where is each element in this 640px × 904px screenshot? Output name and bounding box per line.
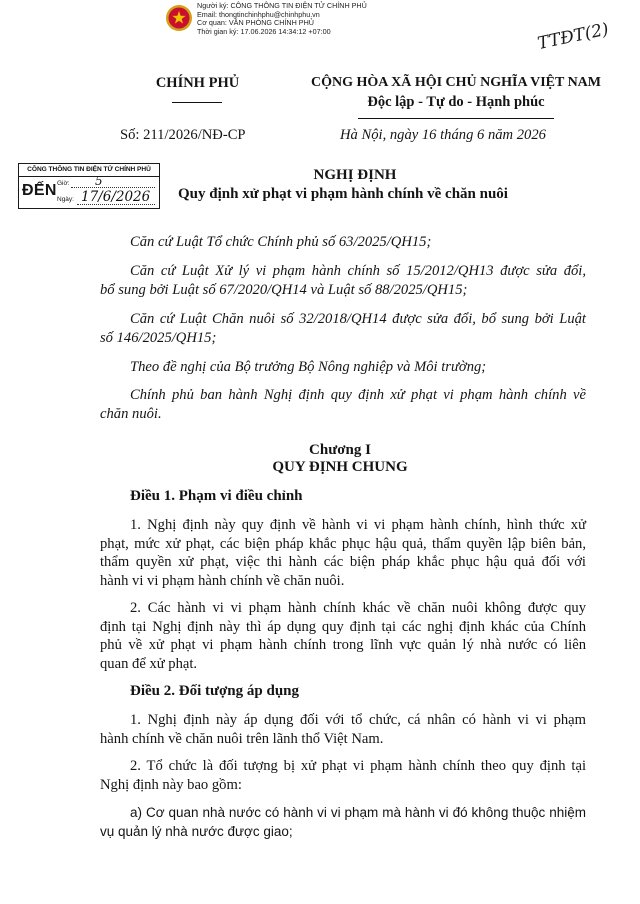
- paragraph-line: Căn cứ Luật Xử lý vi phạm hành chính số 15/2012/QH13 được sửa đổi,: [130, 263, 586, 279]
- national-motto: Độc lập - Tự do - Hạnh phúc: [367, 94, 545, 110]
- chapter-number: Chương I: [309, 442, 371, 458]
- paragraph-line: Căn cứ Luật Tổ chức Chính phủ số 63/2025/QH15;: [130, 234, 432, 250]
- paragraph-line: 2. Các hành vi vi phạm hành chính khác về chăn nuôi không được quy: [130, 600, 586, 616]
- preamble-paragraph: [100, 386, 586, 423]
- article-clause: [100, 599, 586, 674]
- article-heading: Điều 2. Đối tượng áp dụng: [130, 683, 300, 699]
- paragraph-line: Theo đề nghị của Bộ trưởng Bộ Nông nghiệp và Môi trường;: [130, 359, 487, 375]
- paragraph-line: 1. Nghị định này quy định về hành vi vi phạm hành chính, hình thức xử: [130, 517, 586, 533]
- country-name: CỘNG HÒA XÃ HỘI CHỦ NGHĨA VIỆT NAM: [310, 75, 601, 90]
- stamp-date-label: Ngày:: [57, 196, 74, 203]
- paragraph-line: số 146/2025/QH15;: [100, 329, 217, 346]
- handwritten-note: TTĐT(2): [535, 19, 611, 54]
- preamble-paragraph: [100, 262, 586, 299]
- stamp-date-handwritten: 17/6/2026: [81, 189, 151, 205]
- stamp-received-label: ĐẾN: [22, 182, 57, 199]
- document-subject: Quy định xử phạt vi phạm hành chính về chăn nuôi: [178, 186, 508, 202]
- article-clause: [100, 711, 586, 748]
- paragraph-line: Nghị định này bao gồm:: [100, 776, 242, 793]
- preamble-paragraph: [100, 358, 586, 377]
- paragraph-line: chăn nuôi.: [100, 405, 162, 422]
- received-stamp: [18, 163, 160, 209]
- chapter-name: QUY ĐỊNH CHUNG: [272, 459, 408, 475]
- digital-signature-info: [197, 2, 367, 36]
- paragraph-line: 2. Tổ chức là đối tượng bị xử phạt vi phạm hành chính theo quy định tại: [130, 758, 586, 774]
- paragraph-line: định tại Nghị định này thì áp dụng quy định tại các nghị định khác của Chính: [100, 618, 586, 635]
- stamp-hour-label: Giờ:: [57, 180, 70, 187]
- paragraph-line: phủ về xử phạt vi phạm hành chính trong lĩnh vực quản lý nhà nước có liên: [100, 637, 586, 654]
- issuer-underline: [172, 102, 222, 103]
- signature-signer: Người ký: CÔNG THÔNG TIN ĐIỆN TỬ CHÍNH PHỦ: [197, 1, 367, 10]
- paragraph-line: vụ quản lý nhà nước được giao;: [100, 823, 293, 839]
- paragraph-line: hành chính về chăn nuôi trên lãnh thổ Việt Nam.: [100, 730, 384, 747]
- article-clause: [100, 516, 586, 591]
- paragraph-line: 1. Nghị định này áp dụng đối với tổ chức, cá nhân có hành vi vi phạm: [130, 712, 586, 728]
- signature-time: Thời gian ký: 17.06.2026 14:34:12 +07:00: [197, 26, 331, 36]
- stamp-hour-handwritten: 5: [95, 174, 103, 188]
- preamble-paragraph: [100, 310, 586, 347]
- paragraph-line: bổ sung bởi Luật số 67/2020/QH14 và Luật số 88/2025/QH15;: [100, 281, 468, 298]
- motto-underline: [358, 118, 554, 119]
- paragraph-line: thẩm quyền xử phạt, việc thi hành các biện pháp khắc phục hậu quả đối với: [100, 554, 586, 571]
- preamble-paragraph: [100, 233, 586, 252]
- document-type: NGHỊ ĐỊNH: [313, 167, 397, 183]
- article-clause-point: [100, 804, 586, 841]
- paragraph-line: phạt, mức xử phạt, các biện pháp khắc phục hậu quả, thẩm quyền lập biên bản,: [100, 535, 586, 552]
- paragraph-line: Căn cứ Luật Chăn nuôi số 32/2018/QH14 được sửa đổi, bổ sung bởi Luật: [130, 311, 586, 327]
- document-number: Số: 211/2026/NĐ-CP: [120, 127, 246, 143]
- paragraph-line: hành vi vi phạm hành chính về chăn nuôi.: [100, 573, 345, 590]
- stamp-organization: CÔNG THÔNG TIN ĐIỆN TỬ CHÍNH PHỦ: [19, 164, 159, 177]
- signature-agency: Cơ quan: VĂN PHÒNG CHÍNH PHỦ: [197, 18, 314, 28]
- national-emblem-icon: [165, 4, 193, 32]
- paragraph-line: quan để xử phạt.: [100, 656, 198, 673]
- article-heading: Điều 1. Phạm vi điều chỉnh: [130, 488, 303, 504]
- place-and-date: Hà Nội, ngày 16 tháng 6 năm 2026: [340, 127, 546, 143]
- issuer-name: CHÍNH PHỦ: [155, 75, 240, 91]
- paragraph-line: a) Cơ quan nhà nước có hành vi vi phạm mà hành vi đó không thuộc nhiệm: [130, 805, 586, 820]
- signature-email: Email: thongtinchinhphu@chinhphu.vn: [197, 9, 320, 19]
- article-clause: [100, 757, 586, 794]
- paragraph-line: Chính phủ ban hành Nghị định quy định xử phạt vi phạm hành chính về: [130, 387, 586, 403]
